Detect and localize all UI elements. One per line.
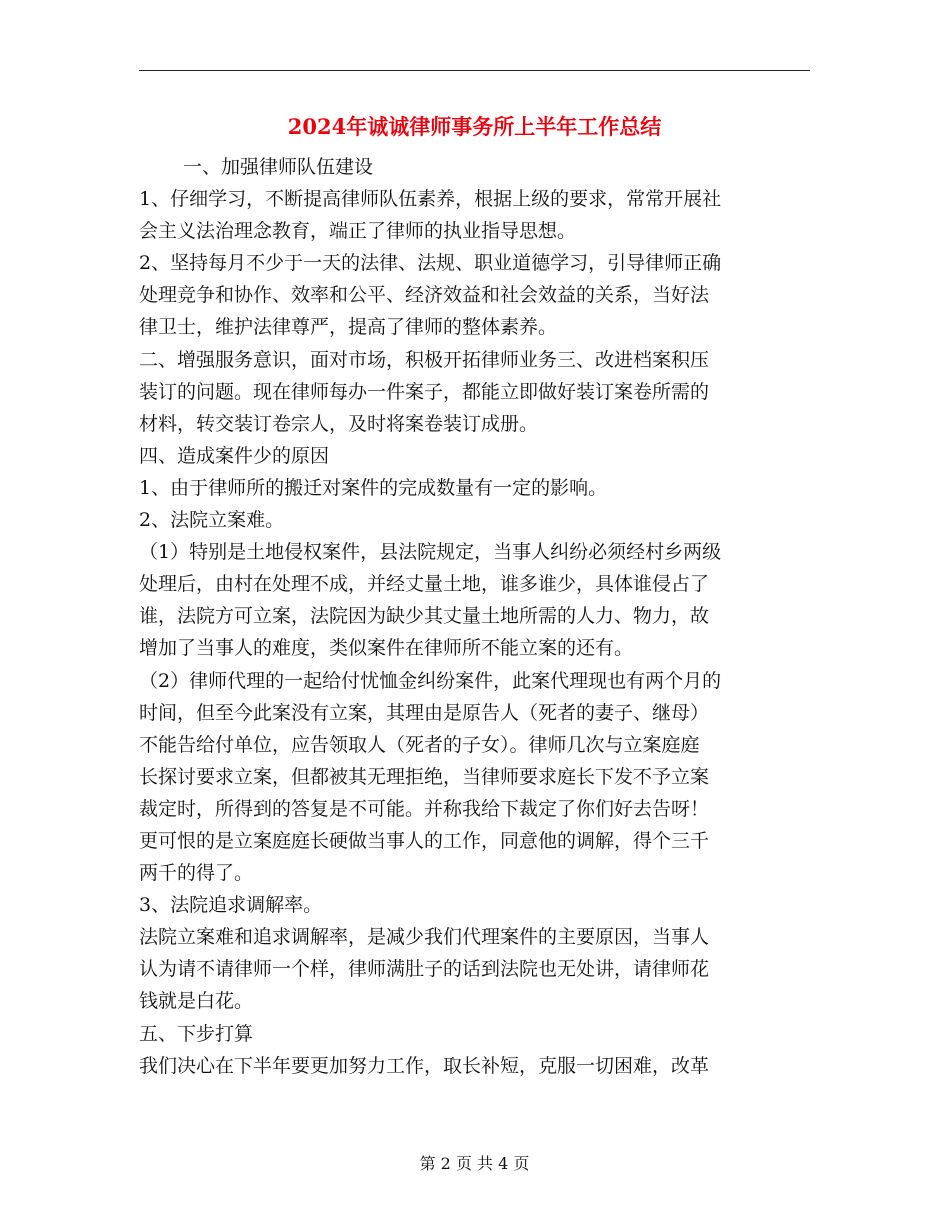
paragraph-line: 处理竞争和协作、效率和公平、经济效益和社会效益的关系，当好法 [139,284,710,307]
paragraph-line: 时间，但至今此案没有立案，其理由是原告人（死者的妻子、继母） [139,701,710,724]
paragraph-line: 3、法院追求调解率。 [139,894,323,917]
paragraph-line: 更可恨的是立案庭庭长硬做当事人的工作，同意他的调解，得个三千 [139,829,710,852]
section-heading-1: 一、加强律师队伍建设 [183,156,374,178]
paragraph-line: 裁定时，所得到的答复是不可能。并称我给下裁定了你们好去告呀！ [139,797,710,820]
paragraph-line: 增加了当事人的难度，类似案件在律师所不能立案的还有。 [139,637,634,660]
paragraph-line: 法院立案难和追求调解率，是减少我们代理案件的主要原因，当事人 [139,926,710,949]
paragraph-line: 钱就是白花。 [139,990,254,1013]
paragraph-line: 律卫士，维护法律尊严，提高了律师的整体素养。 [139,316,558,339]
paragraph-line: 1、仔细学习，不断提高律师队伍素养，根据上级的要求，常常开展社 [139,188,722,211]
section-heading-5: 五、下步打算 [139,1022,254,1045]
paragraph-line: 不能告给付单位，应告领取人（死者的子女）。律师几次与立案庭庭 [139,733,700,756]
paragraph-line: 认为请不请律师一个样，律师满肚子的话到法院也无处讲，请律师花 [139,958,710,981]
paragraph-line: 我们决心在下半年要更加努力工作，取长补短，克服一切困难，改革 [139,1054,710,1077]
paragraph-line: 处理后，由村在处理不成，并经丈量土地，谁多谁少，具体谁侵占了 [139,573,710,596]
paragraph-line: 谁，法院方可立案，法院因为缺少其丈量土地所需的人力、物力，故 [139,605,710,628]
section-heading-4: 四、造成案件少的原因 [139,444,330,467]
paragraph-line: （2）律师代理的一起给付忧恤金纠纷案件，此案代理现也有两个月的 [139,669,722,692]
paragraph-line: 1、由于律师所的搬迁对案件的完成数量有一定的影响。 [139,476,608,499]
page-number-footer: 第 2 页 共 4 页 [419,1154,530,1173]
header-rule [139,70,810,71]
paragraph-line: 会主义法治理念教育，端正了律师的执业指导思想。 [139,220,577,243]
paragraph-line: 2、坚持每月不少于一天的法律、法规、职业道德学习，引导律师正确 [139,252,722,275]
paragraph-line: 二、增强服务意识，面对市场，积极开拓律师业务三、改进档案积压 [139,348,710,371]
document-body [139,151,810,1082]
document-title: 2024年诚诚律师事务所上半年工作总结 [287,114,662,139]
paragraph-line: 长探讨要求立案，但都被其无理拒绝，当律师要求庭长下发不予立案 [139,765,710,788]
paragraph-line: 两千的得了。 [139,862,254,885]
paragraph-line: 2、法院立案难。 [139,509,285,532]
paragraph-line: 材料，转交装订卷宗人，及时将案卷装订成册。 [139,412,539,435]
paragraph-line: （1）特别是土地侵权案件，县法院规定，当事人纠纷必须经村乡两级 [139,541,722,564]
paragraph-line: 装订的问题。现在律师每办一件案子，都能立即做好装订案卷所需的 [139,380,710,403]
